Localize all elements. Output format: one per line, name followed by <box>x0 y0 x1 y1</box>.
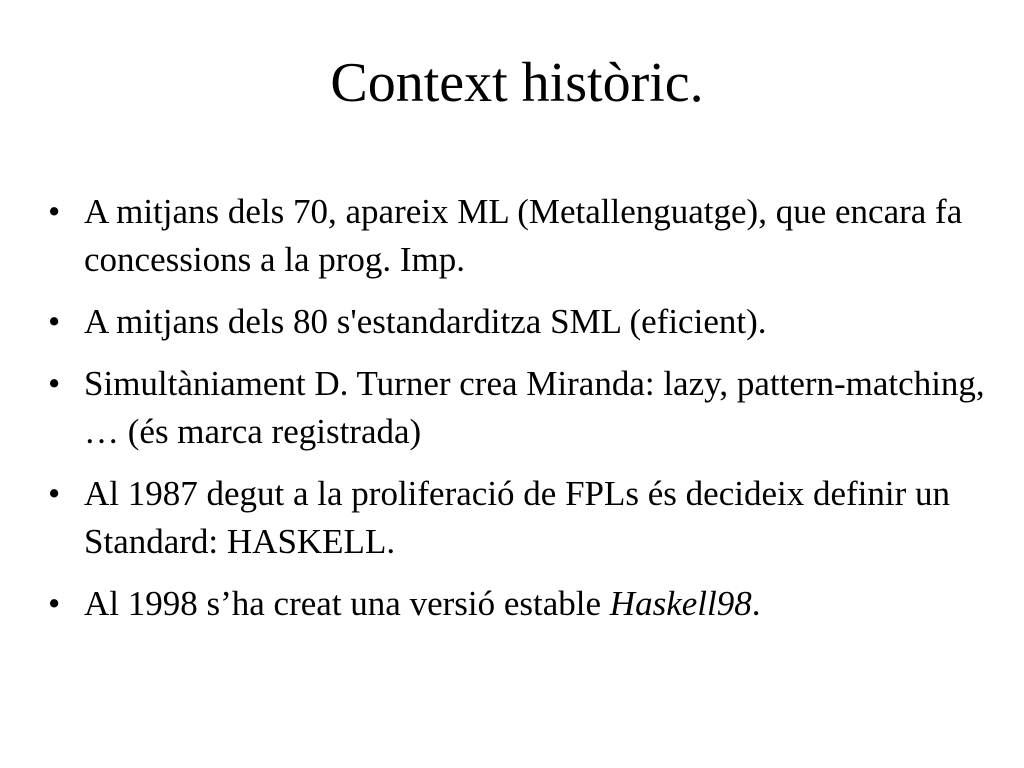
bullet-text: Al 1987 degut a la proliferació de FPLs és decideix definir un Standard: HASKELL. <box>84 474 951 561</box>
slide-title: Context històric. <box>330 52 704 114</box>
bullet-list <box>48 188 1008 642</box>
bullet-text-before: Al 1998 s’ha creat una versió estable <box>84 584 610 623</box>
bullet-item-haskell98 <box>48 580 1008 628</box>
bullet-icon: • <box>48 192 61 231</box>
bullet-text: A mitjans dels 80 s'estandarditza SML (eficient). <box>84 302 767 341</box>
bullet-icon: • <box>48 584 61 623</box>
bullet-text <box>84 584 760 623</box>
bullet-icon: • <box>48 302 61 341</box>
bullet-text-after: . <box>751 584 761 623</box>
bullet-item-sml <box>48 298 1008 346</box>
bullet-text-italic: Haskell98 <box>609 584 752 623</box>
bullet-icon: • <box>48 364 61 403</box>
bullet-item-haskell-standard <box>48 470 1008 566</box>
bullet-text: Simultàniament D. Turner crea Miranda: lazy, pattern-matching, … (és marca registrada) <box>84 364 985 451</box>
bullet-item-ml <box>48 188 1008 284</box>
bullet-text: A mitjans dels 70, apareix ML (Metallenguatge), que encara fa concessions a la prog. Imp. <box>84 192 963 279</box>
bullet-item-miranda <box>48 360 1008 456</box>
bullet-icon: • <box>48 474 61 513</box>
